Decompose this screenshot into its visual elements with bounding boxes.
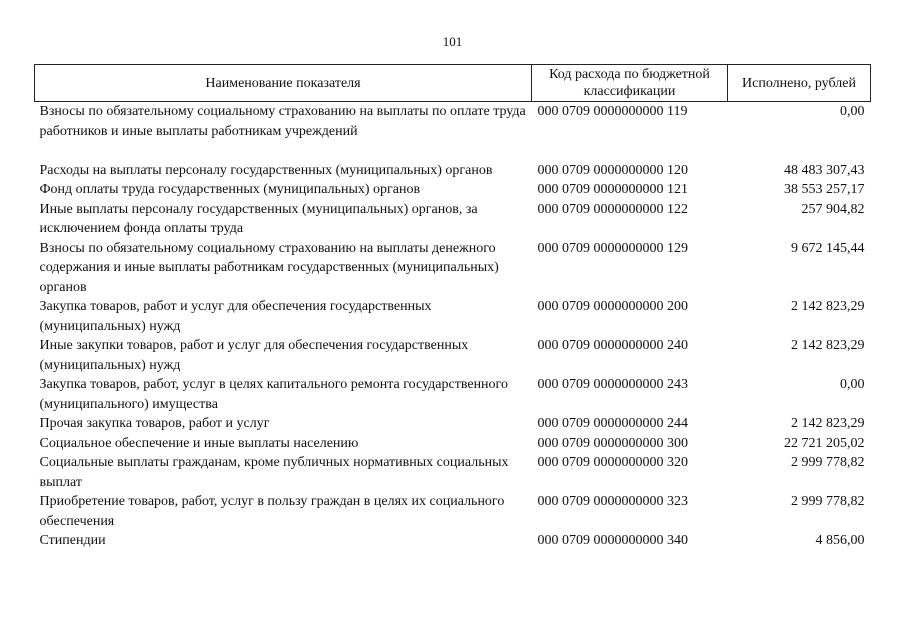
table-row	[35, 492, 871, 531]
table-row	[35, 297, 871, 336]
row-code: 000 0709 0000000000 323	[537, 494, 688, 509]
header-code: Код расхода по бюджетной классификации	[532, 65, 728, 102]
row-amount: 257 904,82	[801, 201, 865, 217]
row-code: 000 0709 0000000000 243	[537, 377, 688, 392]
row-name: Социальные выплаты гражданам, кроме публичных нормативных социальных выплат	[39, 455, 509, 490]
row-amount: 2 142 823,29	[791, 338, 865, 353]
row-name: Фонд оплаты труда государственных (муниципальных) органов	[39, 182, 421, 197]
table-header	[35, 65, 871, 102]
row-amount: 4 856,00	[815, 533, 865, 548]
row-amount: 0,00	[840, 104, 865, 119]
row-amount: 2 999 778,82	[791, 455, 865, 470]
row-code: 000 0709 0000000000 120	[537, 162, 688, 178]
table-row	[35, 434, 871, 454]
table-row	[35, 161, 871, 181]
row-amount: 38 553 257,17	[784, 182, 865, 197]
table-row	[35, 453, 871, 492]
row-code: 000 0709 0000000000 122	[537, 201, 688, 217]
row-code: 000 0709 0000000000 340	[537, 533, 688, 548]
row-code: 000 0709 0000000000 300	[537, 435, 688, 451]
row-name: Приобретение товаров, работ, услуг в пользу граждан в целях их социального обеспечения	[39, 494, 505, 529]
table-row	[35, 531, 871, 551]
table-row	[35, 239, 871, 298]
header-name: Наименование показателя	[35, 65, 532, 102]
table-row	[35, 102, 871, 161]
row-amount: 0,00	[840, 377, 865, 392]
row-amount: 2 999 778,82	[791, 494, 865, 509]
row-code: 000 0709 0000000000 244	[537, 416, 688, 431]
table-body	[35, 102, 871, 551]
row-name: Взносы по обязательному социальному страхованию на выплаты по оплате труда работников и иные выплаты работникам учреждений	[39, 104, 526, 139]
row-amount: 9 672 145,44	[791, 240, 865, 256]
row-code: 000 0709 0000000000 240	[537, 338, 688, 353]
row-amount: 48 483 307,43	[784, 162, 865, 178]
row-code: 000 0709 0000000000 119	[537, 104, 688, 119]
row-amount: 2 142 823,29	[791, 299, 865, 314]
table-row	[35, 414, 871, 434]
page-number: 101	[442, 34, 463, 49]
table-row	[35, 336, 871, 375]
row-name: Взносы по обязательному социальному страхованию на выплаты денежного содержания и иные выплаты работникам государственных (муниципальных) органов	[39, 240, 499, 295]
row-name: Закупка товаров, работ, услуг в целях капитального ремонта государственного (муниципального) имущества	[39, 377, 508, 412]
table-row	[35, 375, 871, 414]
row-name: Иные выплаты персоналу государственных (муниципальных) органов, за исключением фонда оплаты труда	[39, 201, 478, 236]
table-row	[35, 200, 871, 239]
row-amount: 2 142 823,29	[791, 416, 865, 431]
row-name: Закупка товаров, работ и услуг для обеспечения государственных (муниципальных) нужд	[39, 299, 432, 334]
expenditure-table	[34, 64, 871, 551]
row-amount: 22 721 205,02	[784, 435, 865, 451]
row-name: Иные закупки товаров, работ и услуг для обеспечения государственных (муниципальных) нужд	[39, 338, 469, 373]
row-name: Стипендии	[39, 533, 106, 548]
row-code: 000 0709 0000000000 121	[537, 182, 688, 197]
row-code: 000 0709 0000000000 200	[537, 299, 688, 314]
row-code: 000 0709 0000000000 129	[537, 240, 688, 256]
row-name: Социальное обеспечение и иные выплаты населению	[39, 435, 359, 451]
table-row	[35, 180, 871, 200]
row-name: Расходы на выплаты персоналу государственных (муниципальных) органов	[39, 162, 493, 178]
header-amount: Исполнено, рублей	[728, 65, 871, 102]
header-row	[35, 65, 871, 102]
row-code: 000 0709 0000000000 320	[537, 455, 688, 470]
row-name: Прочая закупка товаров, работ и услуг	[39, 416, 270, 431]
